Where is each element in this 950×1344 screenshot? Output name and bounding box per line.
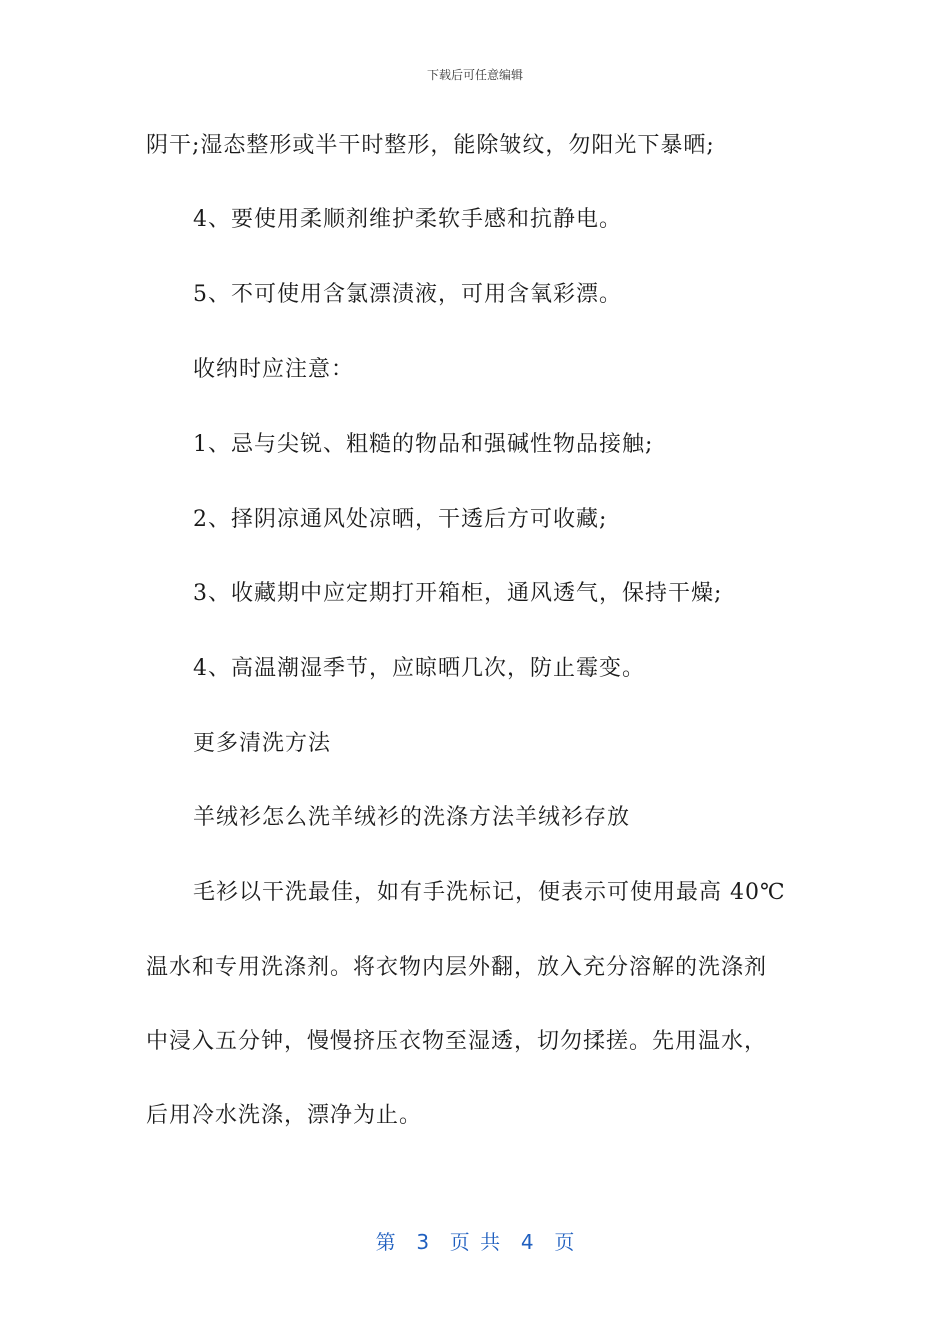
paragraph-line: 阴干;湿态整形或半干时整形，能除皱纹，勿阳光下暴晒;	[146, 133, 715, 158]
paragraph-line: 2、择阴凉通风处凉晒，干透后方可收藏;	[193, 507, 608, 532]
page-number-footer	[0, 1226, 950, 1255]
section-heading: 收纳时应注意：	[193, 357, 355, 382]
paragraph-line: 1、忌与尖锐、粗糙的物品和强碱性物品接触;	[193, 432, 654, 457]
page-header: 下载后可任意编辑	[426, 68, 523, 82]
paragraph-line: 中浸入五分钟，慢慢挤压衣物至湿透，切勿揉搓。先用温水，	[146, 1029, 768, 1054]
page-number-text: 第 3 页 共 4 页	[375, 1230, 575, 1254]
section-heading: 更多清洗方法	[193, 731, 332, 756]
paragraph-line: 3、收藏期中应定期打开箱柜，通风透气，保持干燥;	[193, 581, 723, 606]
paragraph-line: 毛衫以干洗最佳，如有手洗标记，便表示可使用最高 40℃	[193, 880, 786, 905]
paragraph-line: 5、不可使用含氯漂渍液，可用含氧彩漂。	[193, 282, 622, 307]
paragraph-line: 温水和专用洗涤剂。将衣物内层外翻，放入充分溶解的洗涤剂	[146, 955, 768, 980]
paragraph-line: 4、要使用柔顺剂维护柔软手感和抗静电。	[193, 207, 622, 232]
article-title: 羊绒衫怎么洗羊绒衫的洗涤方法羊绒衫存放	[193, 805, 631, 830]
paragraph-line: 4、高温潮湿季节，应晾晒几次，防止霉变。	[193, 656, 645, 681]
paragraph-line: 后用冷水洗涤，漂净为止。	[146, 1103, 423, 1128]
